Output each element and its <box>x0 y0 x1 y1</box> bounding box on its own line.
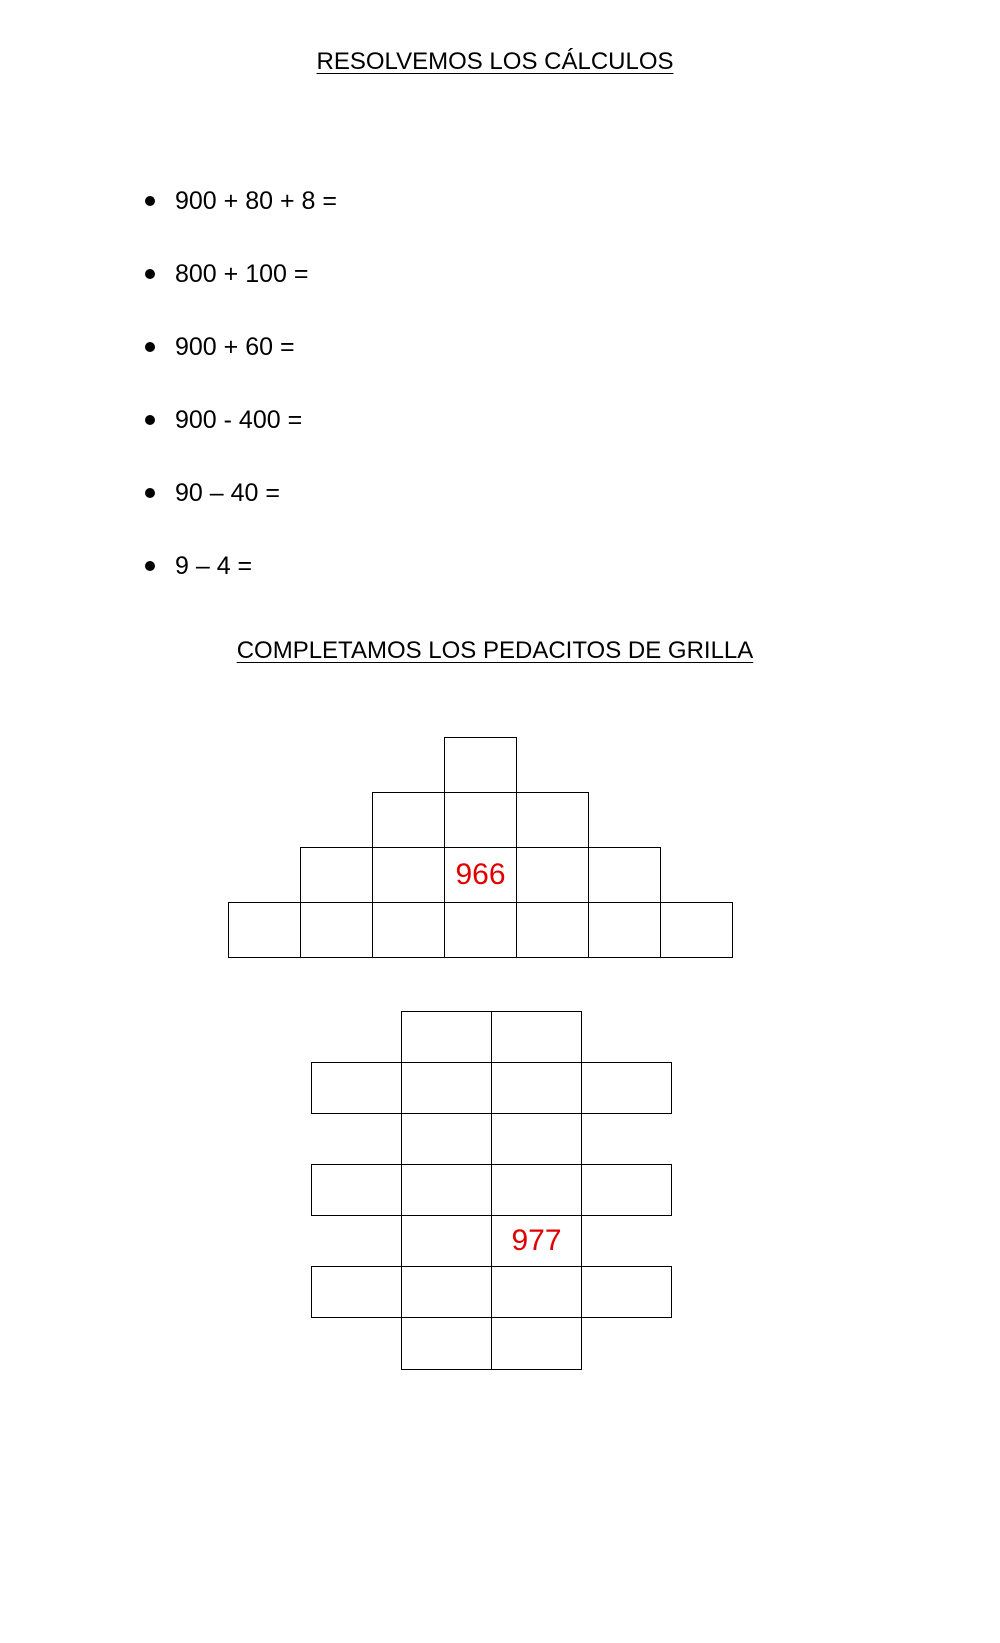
grid-cell[interactable] <box>372 902 445 958</box>
grid-cell[interactable] <box>311 1164 402 1216</box>
calculation-item <box>145 551 252 581</box>
grid-cell-given: 977 <box>491 1215 582 1267</box>
bullet-icon <box>145 415 155 425</box>
grid-cell[interactable] <box>401 1164 492 1216</box>
calculation-text: 9 – 4 = <box>175 552 253 580</box>
grid-section-title: COMPLETAMOS LOS PEDACITOS DE GRILLA <box>236 637 754 664</box>
bullet-icon <box>145 196 155 206</box>
calculation-text: 800 + 100 = <box>175 260 309 288</box>
calculation-item <box>145 259 308 289</box>
grid-cell[interactable] <box>581 1062 672 1114</box>
calculation-text: 900 + 60 = <box>175 333 295 361</box>
grid-cell[interactable] <box>401 1011 492 1063</box>
grid-cell[interactable] <box>372 847 445 903</box>
grid-cell[interactable] <box>588 902 661 958</box>
worksheet-title: RESOLVEMOS LOS CÁLCULOS <box>316 48 674 75</box>
calculation-text: 900 - 400 = <box>175 406 303 434</box>
grid-cell[interactable] <box>516 847 589 903</box>
calculation-text: 900 + 80 + 8 = <box>175 187 337 215</box>
grid-cell[interactable] <box>491 1062 582 1114</box>
calculation-item <box>145 332 295 362</box>
grid-cell[interactable] <box>401 1113 492 1165</box>
grid-cell[interactable] <box>311 1266 402 1318</box>
grid-cell[interactable] <box>581 1164 672 1216</box>
grid-cell[interactable] <box>444 792 517 848</box>
grid-cell[interactable] <box>401 1317 492 1370</box>
grid-cell[interactable] <box>444 737 517 793</box>
calculation-item <box>145 478 280 508</box>
grid-cell[interactable] <box>401 1062 492 1114</box>
grid-cell[interactable] <box>444 902 517 958</box>
grid-cell[interactable] <box>300 902 373 958</box>
bullet-icon <box>145 269 155 279</box>
grid-cell[interactable] <box>491 1266 582 1318</box>
grid-cell[interactable] <box>372 792 445 848</box>
grid-cell[interactable] <box>491 1164 582 1216</box>
grid-cell[interactable] <box>491 1317 582 1370</box>
grid-cell[interactable] <box>401 1215 492 1267</box>
calculation-item <box>145 405 302 435</box>
bullet-icon <box>145 488 155 498</box>
grid-cell[interactable] <box>516 792 589 848</box>
grid-cell[interactable] <box>581 1266 672 1318</box>
calculation-text: 90 – 40 = <box>175 479 280 507</box>
grid-cell[interactable] <box>228 902 301 958</box>
grid-cell[interactable] <box>491 1011 582 1063</box>
grid-cell[interactable] <box>300 847 373 903</box>
grid-cell[interactable] <box>516 902 589 958</box>
bullet-icon <box>145 561 155 571</box>
grid-cell[interactable] <box>401 1266 492 1318</box>
grid-cell[interactable] <box>588 847 661 903</box>
grid-cell[interactable] <box>491 1113 582 1165</box>
bullet-icon <box>145 342 155 352</box>
grid-cell[interactable] <box>311 1062 402 1114</box>
calculation-item <box>145 186 337 216</box>
grid-cell-given: 966 <box>444 847 517 903</box>
grid-cell[interactable] <box>660 902 733 958</box>
